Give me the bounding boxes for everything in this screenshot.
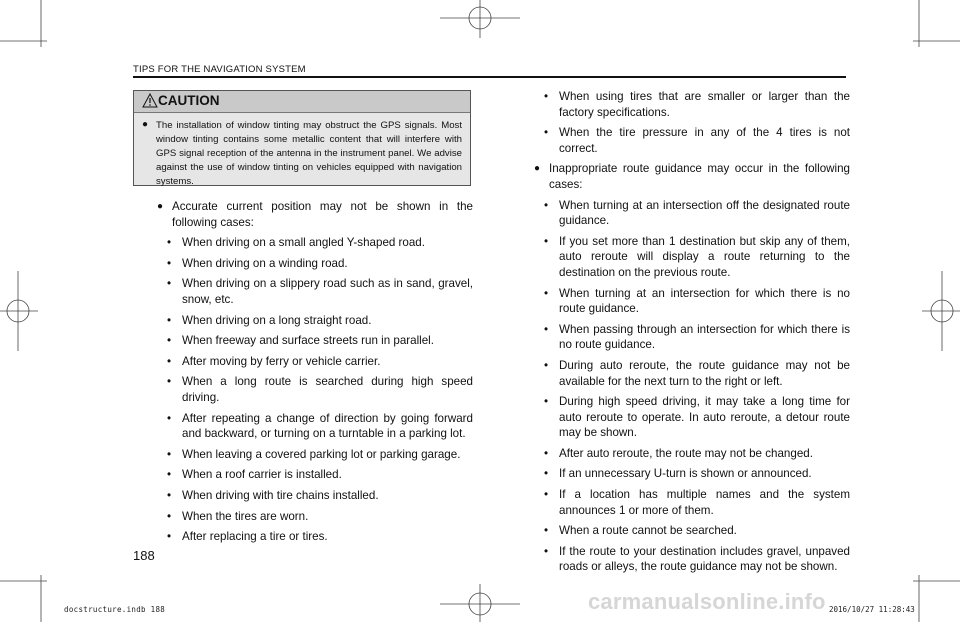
- main-bullet-item: [157, 199, 473, 230]
- sub-bullet-item: [534, 544, 850, 575]
- item-text: If the route to your destination includes gravel, unpaved roads or alleys, the route guidance may not be shown.: [559, 544, 850, 574]
- sub-bullet-item: [157, 235, 473, 251]
- bullet-marker: •: [544, 395, 549, 409]
- footer-file: docstructure.indb 188: [64, 605, 166, 614]
- sub-bullet-item: [157, 374, 473, 405]
- sub-bullet-item: [157, 467, 473, 483]
- sub-bullet-item: [534, 466, 850, 482]
- right-column: [534, 89, 850, 580]
- header-rule: [133, 76, 846, 78]
- bullet-marker: •: [544, 90, 549, 103]
- caution-label: CAUTION: [158, 93, 220, 108]
- left-column: [157, 199, 473, 550]
- item-text: When turning at an intersection off the designated route guidance.: [559, 198, 850, 228]
- page-number: 188: [133, 548, 155, 563]
- item-text: During high speed driving, it may take a long time for auto reroute to operate. In auto reroute, a detour route may be shown.: [559, 395, 850, 440]
- bullet-marker: •: [167, 313, 172, 327]
- bullet-marker: •: [167, 530, 172, 544]
- bullet-marker: •: [544, 544, 549, 558]
- bullet-marker: •: [544, 358, 549, 372]
- item-text: If an unnecessary U-turn is shown or announced.: [559, 467, 812, 481]
- item-text: When a route cannot be searched.: [559, 524, 737, 538]
- bullet-marker: •: [544, 322, 549, 336]
- item-text: When driving on a slippery road such as in sand, gravel, snow, etc.: [182, 277, 473, 306]
- bullet-marker: •: [544, 286, 549, 300]
- item-text: When a long route is searched during high speed driving.: [182, 375, 473, 404]
- item-text: When a roof carrier is installed.: [182, 468, 342, 482]
- caution-text: The installation of window tinting may obstruct the GPS signals. Most window tinting contains some metallic content that will interfere with GPS signal reception of the antenna in the instrument panel. We advise against the use of window tinting on vehicles equipped with navigation systems.: [156, 120, 462, 187]
- caution-bullet: ●: [142, 119, 149, 130]
- bullet-marker: •: [544, 446, 549, 460]
- bullet-marker: •: [167, 411, 172, 425]
- section-title: TIPS FOR THE NAVIGATION SYSTEM: [133, 64, 306, 75]
- bullet-marker: •: [167, 375, 172, 389]
- item-text: When driving with tire chains installed.: [182, 488, 379, 502]
- sub-bullet-item: [157, 276, 473, 307]
- item-text: After repeating a change of direction by going forward and backward, or turning on a turntable in a parking lot.: [182, 411, 473, 441]
- sub-bullet-item: [157, 488, 473, 504]
- sub-bullet-item: [534, 322, 850, 353]
- bullet-marker: •: [167, 468, 172, 482]
- bullet-marker: •: [167, 277, 172, 291]
- sub-bullet-item: [534, 487, 850, 518]
- item-text: When driving on a winding road.: [182, 256, 348, 270]
- bullet-marker: •: [167, 236, 172, 250]
- bullet-marker: •: [167, 447, 172, 461]
- item-text: When passing through an intersection for which there is no route guidance.: [559, 322, 850, 352]
- bullet-marker: •: [167, 256, 172, 270]
- sub-bullet-item: [157, 354, 473, 370]
- sub-bullet-item: [534, 446, 850, 462]
- item-text: When driving on a small angled Y-shaped road.: [182, 236, 425, 250]
- item-text: Inappropriate route guidance may occur in the following cases:: [549, 162, 850, 191]
- bullet-marker: •: [167, 354, 172, 368]
- footer-date: 2016/10/27 11:28:43: [829, 605, 915, 614]
- main-bullet-item: [534, 161, 850, 192]
- sub-bullet-item: [157, 313, 473, 329]
- sub-bullet-item: [534, 358, 850, 389]
- sub-bullet-item: [534, 198, 850, 229]
- bullet-marker: •: [544, 524, 549, 538]
- bullet-marker: •: [167, 509, 172, 523]
- item-text: When freeway and surface streets run in parallel.: [182, 334, 434, 348]
- bullet-marker: •: [167, 488, 172, 502]
- sub-bullet-item: [534, 89, 850, 120]
- item-text: If you set more than 1 destination but skip any of them, auto reroute will display a route returning to the destination on the previous route.: [559, 234, 850, 279]
- item-text: During auto reroute, the route guidance may not be available for the next turn to the right or left.: [559, 358, 850, 388]
- sub-bullet-item: [534, 523, 850, 539]
- item-text: If a location has multiple names and the system announces 1 or more of them.: [559, 488, 850, 517]
- bullet-marker: •: [544, 126, 549, 140]
- item-text: After moving by ferry or vehicle carrier.: [182, 354, 381, 368]
- bullet-marker: •: [167, 334, 172, 348]
- caution-box: [133, 90, 471, 186]
- sub-bullet-item: [157, 447, 473, 463]
- sub-bullet-item: [534, 286, 850, 317]
- sub-bullet-item: [534, 125, 850, 156]
- item-text: Accurate current position may not be shown in the following cases:: [172, 200, 473, 229]
- sub-bullet-item: [534, 394, 850, 441]
- warning-icon: [142, 93, 158, 113]
- sub-bullet-item: [157, 256, 473, 272]
- bullet-marker: •: [544, 198, 549, 212]
- caution-header: [134, 91, 470, 113]
- sub-bullet-item: [157, 333, 473, 349]
- bullet-marker: ●: [157, 201, 164, 212]
- item-text: When turning at an intersection for which there is no route guidance.: [559, 286, 850, 316]
- bullet-marker: •: [544, 467, 549, 481]
- item-text: When using tires that are smaller or larger than the factory specifications.: [559, 90, 850, 119]
- item-text: When the tire pressure in any of the 4 tires is not correct.: [559, 126, 850, 155]
- item-text: When the tires are worn.: [182, 509, 309, 523]
- watermark: carmanualsonline.info: [588, 589, 826, 614]
- item-text: After auto reroute, the route may not be changed.: [559, 446, 813, 460]
- bullet-marker: •: [544, 234, 549, 248]
- sub-bullet-item: [157, 529, 473, 545]
- item-text: When driving on a long straight road.: [182, 313, 372, 327]
- bullet-marker: ●: [534, 163, 541, 175]
- sub-bullet-item: [157, 509, 473, 525]
- sub-bullet-item: [157, 411, 473, 442]
- sub-bullet-item: [534, 234, 850, 281]
- bullet-marker: •: [544, 488, 549, 502]
- item-text: After replacing a tire or tires.: [182, 530, 328, 544]
- item-text: When leaving a covered parking lot or parking garage.: [182, 447, 461, 461]
